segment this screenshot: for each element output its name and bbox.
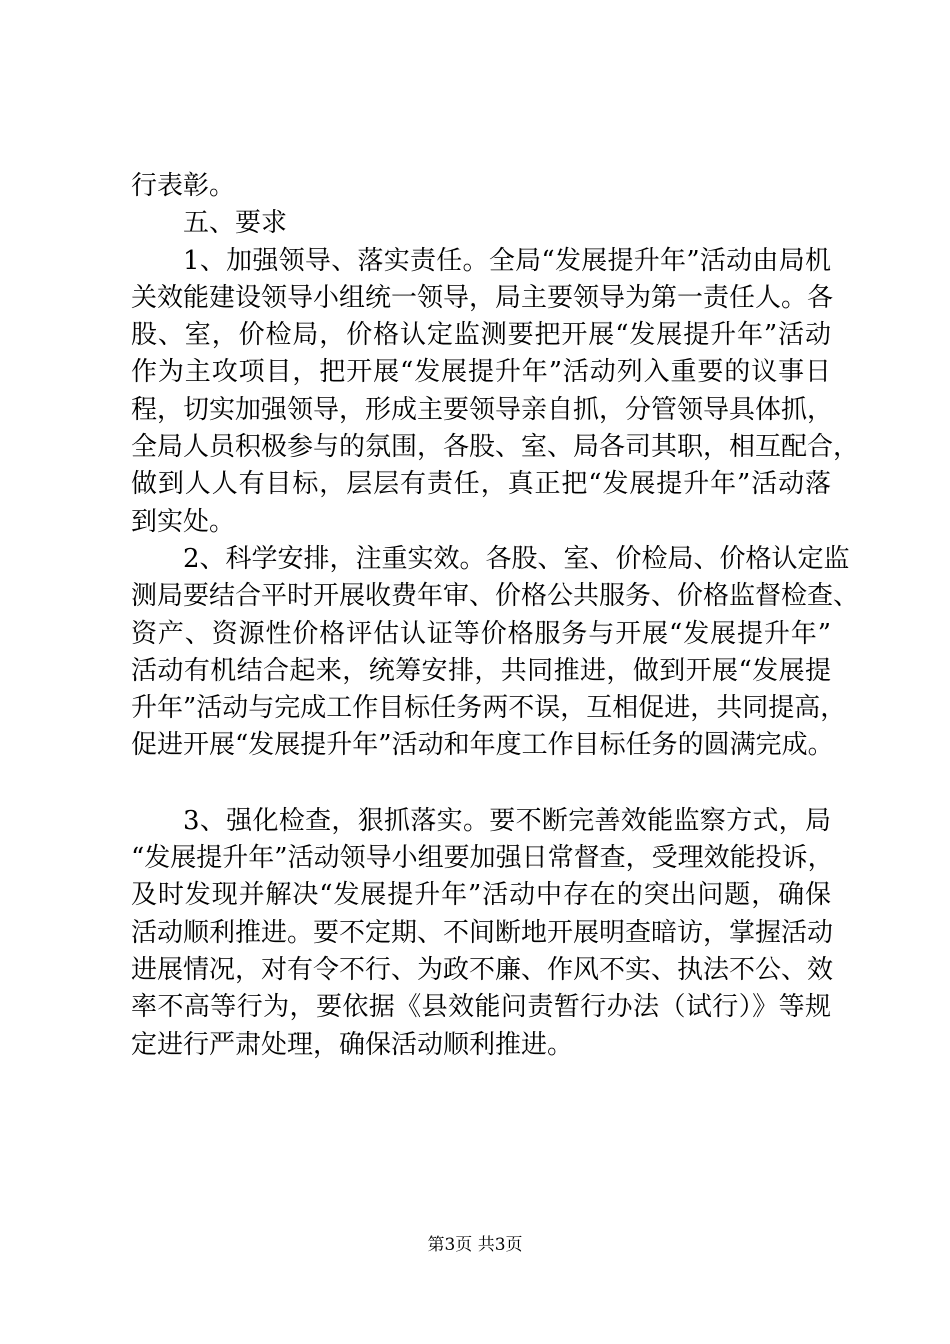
- paragraph-3: [131, 803, 834, 1064]
- paragraph-line: 3、强化检查，狠抓落实。要不断完善效能监察方式，局: [183, 805, 831, 836]
- paragraph-line: 作为主攻项目，把开展“发展提升年”活动列入重要的议事日: [131, 357, 831, 388]
- paragraph-line: 活动有机结合起来，统筹安排，共同推进，做到开展“发展提: [131, 655, 831, 686]
- paragraph-line: 程，切实加强领导，形成主要领导亲自抓，分管领导具体抓，: [131, 394, 834, 425]
- paragraph-line: 股、室，价检局，价格认定监测要把开展“发展提升年”活动: [131, 320, 831, 351]
- paragraph-line: 1、加强领导、落实责任。全局“发展提升年”活动由局机: [183, 245, 831, 276]
- paragraph-2: [131, 541, 860, 765]
- section-heading: 五、要求: [183, 208, 288, 239]
- paragraph-1: [131, 243, 860, 541]
- paragraph-spacer: [131, 765, 831, 803]
- paragraph-line: 2、科学安排，注重实效。各股、室、价检局、价格认定监: [183, 543, 850, 574]
- paragraph-line: 资产、资源性价格评估认证等价格服务与开展“发展提升年”: [131, 618, 831, 649]
- paragraph-line: 及时发现并解决“发展提升年”活动中存在的突出问题，确保: [131, 880, 831, 911]
- paragraph-line: 率不高等行为，要依据《县效能问责暂行办法（试行）》等规: [131, 992, 831, 1023]
- document-body: [131, 168, 860, 1064]
- paragraph-line: 促进开展“发展提升年”活动和年度工作目标任务的圆满完成。: [131, 730, 834, 761]
- paragraph-line: 测局要结合平时开展收费年审、价格公共服务、价格监督检查、: [131, 581, 860, 612]
- paragraph-line: 到实处。: [131, 506, 236, 537]
- paragraph-line: 关效能建设领导小组统一领导，局主要领导为第一责任人。各: [131, 282, 834, 313]
- paragraph-line: 全局人员积极参与的氛围，各股、室、局各司其职，相互配合，: [131, 432, 860, 463]
- paragraph-line: 升年”活动与完成工作目标任务两不误，互相促进，共同提高，: [131, 693, 847, 724]
- paragraph-line: 进展情况，对有令不行、为政不廉、作风不实、执法不公、效: [131, 954, 834, 985]
- page-number-footer: 第3页 共3页: [427, 1235, 523, 1255]
- paragraph-line: 定进行严肃处理，确保活动顺利推进。: [131, 1029, 574, 1060]
- paragraph-line: “发展提升年”活动领导小组要加强日常督查，受理效能投诉，: [131, 843, 834, 874]
- paragraph-line: 做到人人有目标，层层有责任，真正把“发展提升年”活动落: [131, 469, 831, 500]
- continuation-line: 行表彰。: [131, 171, 236, 201]
- paragraph-line: 活动顺利推进。要不定期、不间断地开展明查暗访，掌握活动: [131, 917, 834, 948]
